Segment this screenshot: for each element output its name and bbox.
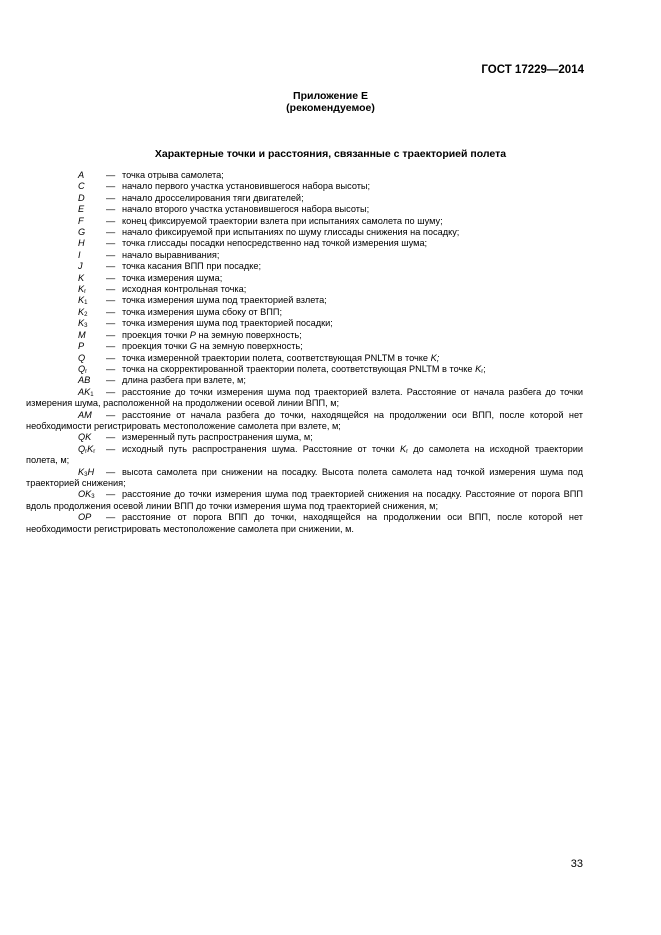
dash: — (106, 284, 116, 295)
definition-row (78, 375, 583, 386)
definition-text: конец фиксируемой траектории взлета при испытаниях самолета по шуму; (122, 215, 443, 226)
definition-row (78, 216, 583, 227)
symbol: AB (78, 375, 91, 386)
definition-row (78, 204, 583, 215)
standard-id: ГОСТ 17229—2014 (481, 64, 584, 76)
dash: — (106, 352, 116, 363)
dash: — (106, 238, 116, 249)
dash: — (106, 192, 116, 203)
dash: — (106, 443, 116, 454)
definition-row (26, 489, 583, 512)
symbol: A (78, 170, 85, 180)
definition-row (78, 227, 583, 238)
symbol: F (78, 215, 84, 226)
dash: — (106, 512, 116, 523)
definition-row (78, 193, 583, 204)
dash: — (106, 261, 116, 272)
dash: — (106, 363, 116, 374)
definition-row (78, 273, 583, 284)
dash: — (106, 272, 116, 283)
definition-row (78, 261, 583, 272)
definition-row (78, 250, 583, 261)
dash: — (106, 386, 116, 397)
dash: — (106, 295, 116, 306)
symbol: $K_3$ (78, 318, 88, 330)
definition-text: исходный путь распространения шума. Расстояние от точки $K_r$ до самолета на исходной траектории полета, м; (26, 443, 583, 466)
symbol: D (78, 192, 85, 203)
definition-text: начало второго участка установившегося набора высоты; (122, 204, 370, 215)
definition-text: измеренный путь распространения шума, м; (122, 432, 313, 443)
definition-text: проекция точки P на земную поверхность; (122, 329, 302, 340)
definition-text: точка измерения шума под траекторией посадки; (122, 318, 333, 329)
symbol: $K_1$ (78, 295, 88, 307)
definition-text: высота самолета при снижении на посадку. Высота полета самолета над точкой измерения шума под траекторией снижения; (26, 466, 583, 488)
symbol: H (78, 238, 85, 249)
dash: — (106, 489, 116, 500)
definition-text: длина разбега при взлете, м; (122, 375, 246, 386)
section-heading: Характерные точки и расстояния, связанные с траекторией полета (154, 148, 507, 160)
definition-row (26, 444, 583, 467)
symbol: $K_2$ (78, 306, 88, 318)
definition-row (78, 170, 583, 181)
definition-row (78, 295, 583, 306)
definition-row (26, 512, 583, 535)
definition-text: расстояние от порога ВПП до точки, находящейся на продолжении оси ВПП, после которой нет необходимости регистрировать местоположение самолета при снижении, м. (26, 512, 583, 534)
symbol: M (78, 329, 86, 340)
dash: — (106, 409, 116, 420)
annex-status: (рекомендуемое) (286, 102, 375, 114)
dash: — (106, 375, 116, 386)
dash: — (106, 432, 116, 443)
definition-row (78, 318, 583, 329)
definition-row (78, 353, 583, 364)
symbol: QK (78, 432, 92, 443)
definition-row (78, 330, 583, 341)
definition-row (78, 238, 583, 249)
dash: — (106, 170, 116, 180)
dash: — (106, 215, 116, 226)
symbol: E (78, 204, 85, 215)
symbol: Q (78, 352, 86, 363)
definition-text: точка измерения шума сбоку от ВПП; (122, 306, 283, 317)
definition-text: расстояние до точки измерения шума под траекторией снижения на посадку. Расстояние от порога ВПП вдоль продолжения осевой линии ВПП до точки измерения шума под траекторией снижения, м; (26, 489, 583, 511)
dash: — (106, 249, 116, 260)
definition-text: точка измерения шума; (122, 272, 223, 283)
symbol: $AK_1$ (78, 386, 94, 398)
definition-row (26, 467, 583, 490)
dash: — (106, 341, 116, 352)
dash: — (106, 466, 116, 477)
symbol: OP (78, 512, 92, 523)
definitions-list (26, 170, 583, 535)
definition-row (26, 432, 583, 443)
definition-text: точка измерения шума под траекторией взлета; (122, 295, 327, 306)
symbol: $K_r$ (78, 284, 87, 296)
definition-row (78, 341, 583, 352)
dash: — (106, 318, 116, 329)
definition-text: точка отрыва самолета; (122, 170, 224, 180)
definition-row (78, 307, 583, 318)
symbol: C (78, 181, 85, 192)
definition-text: начало выравнивания; (122, 249, 220, 260)
definition-text: расстояние до точки измерения шума под траекторией взлета. Расстояние от начала разбега до точки измерения шума, расположенной на продолжении осевой линии ВПП, м; (26, 386, 583, 409)
dash: — (106, 306, 116, 317)
definition-text: исходная контрольная точка; (122, 284, 247, 295)
annex-title-block (0, 90, 661, 114)
definition-text: точка глиссады посадки непосредственно над точкой измерения шума; (122, 238, 428, 249)
symbol: $OK_3$ (78, 489, 95, 501)
symbol: K (78, 272, 85, 283)
symbol: G (78, 227, 86, 238)
page-number: 33 (570, 858, 583, 870)
definition-row (78, 364, 583, 375)
definition-text: начало фиксируемой при испытаниях по шуму глиссады снижения на посадку; (122, 227, 460, 238)
definition-text: начало дросселирования тяги двигателей; (122, 192, 304, 203)
definition-text: расстояние от начала разбега до точки, находящейся на продолжении оси ВПП, после которой нет необходимости регистрировать местоположение самолета при взлете, м; (26, 409, 583, 431)
symbol: P (78, 341, 85, 352)
definition-row (26, 387, 583, 410)
definition-text: точка на скорректированной траектории полета, соответствующая PNLTM в точке $K_r$; (122, 363, 486, 375)
dash: — (106, 204, 116, 215)
symbol: AM (78, 409, 92, 420)
symbol: I (78, 249, 81, 260)
definition-row (78, 181, 583, 192)
symbol: J (78, 261, 83, 272)
definition-text: точка касания ВПП при посадке; (122, 261, 262, 272)
dash: — (106, 181, 116, 192)
definition-row (26, 410, 583, 433)
definition-row (78, 284, 583, 295)
definition-text: начало первого участка установившегося набора высоты; (122, 181, 371, 192)
symbol: $Q_rK_r$ (78, 443, 96, 455)
dash: — (106, 227, 116, 238)
definition-text: точка измеренной траектории полета, соответствующая PNLTM в точке K; (122, 352, 440, 363)
dash: — (106, 329, 116, 340)
definition-text: проекция точки G на земную поверхность; (122, 341, 303, 352)
symbol: $K_3H$ (78, 466, 95, 478)
symbol: $Q_r$ (78, 363, 88, 375)
annex-title: Приложение Е (293, 90, 368, 102)
